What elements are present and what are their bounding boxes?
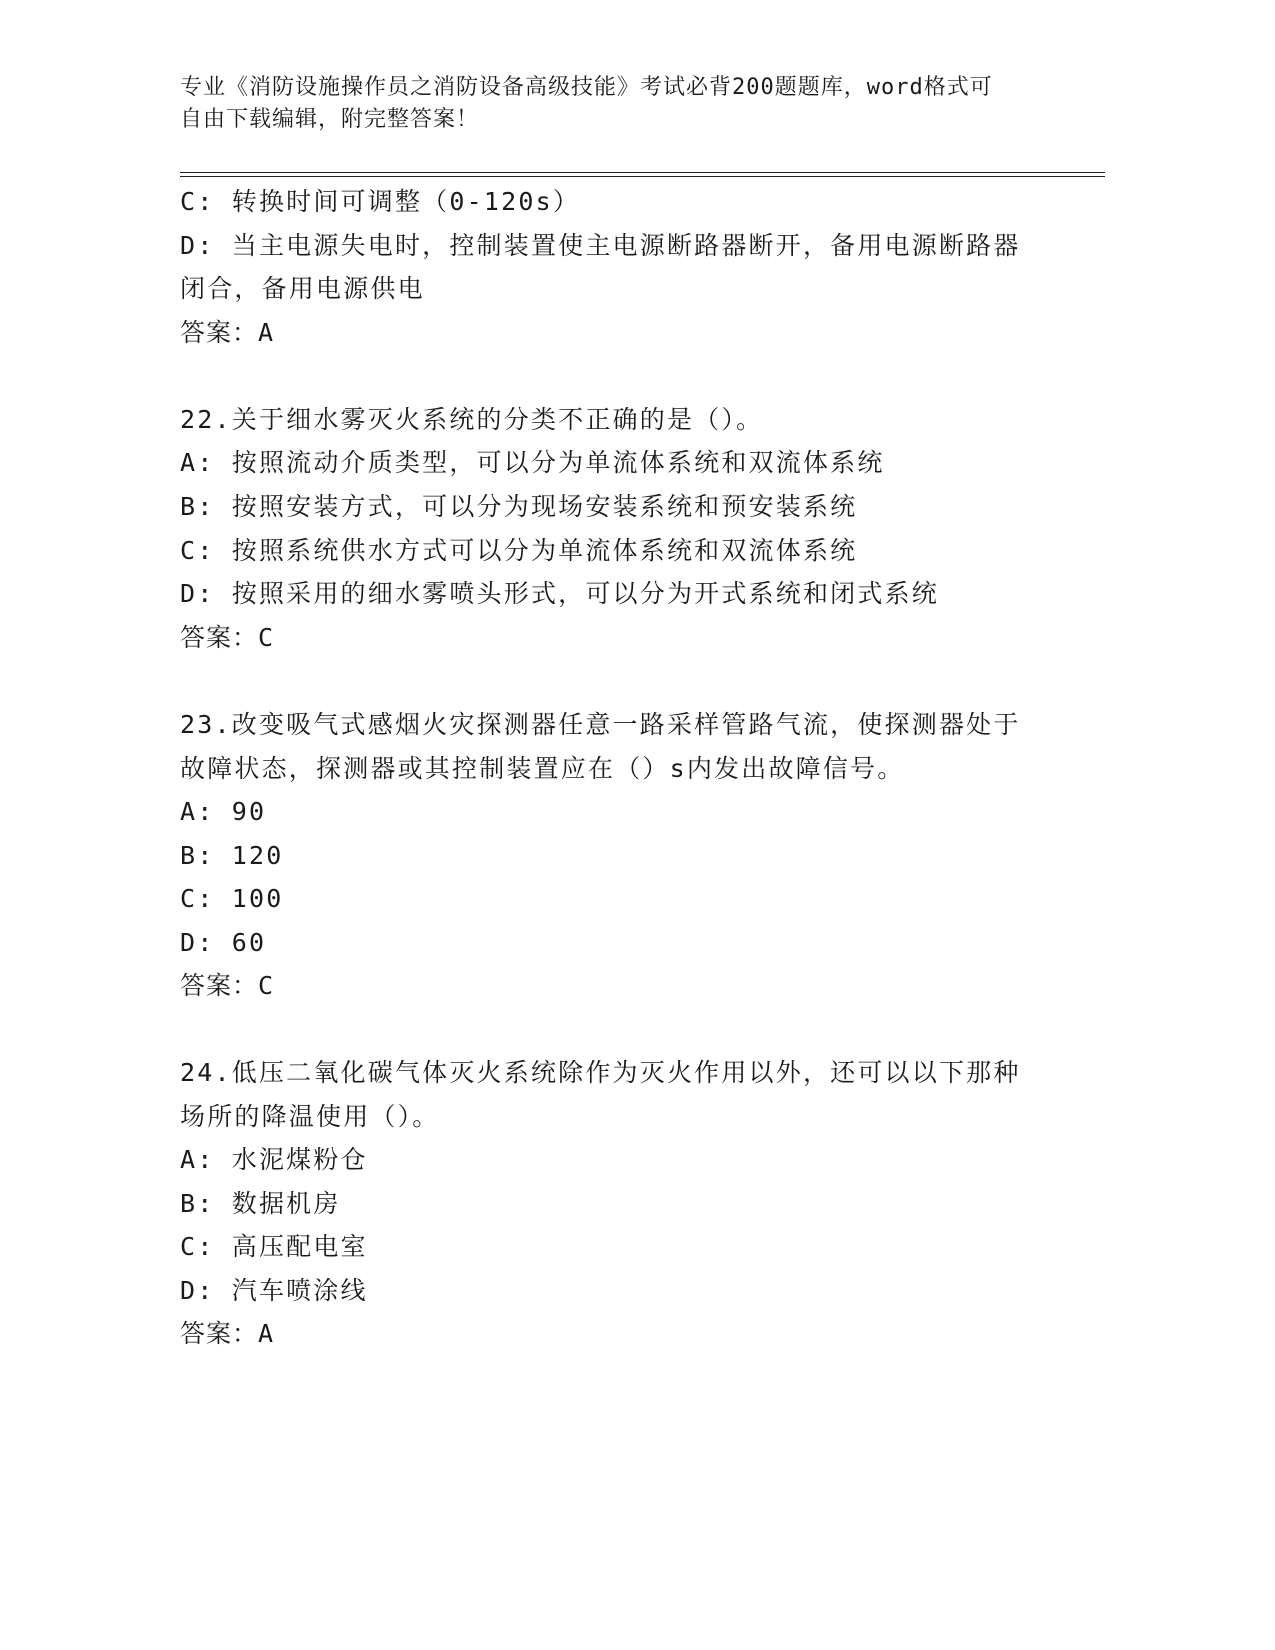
q22-option-b: B: 按照安装方式，可以分为现场安装系统和预安装系统 — [180, 492, 858, 521]
q23-option-d: D: 60 — [180, 928, 267, 957]
header-divider-top — [180, 172, 1105, 173]
q22-option-c: C: 按照系统供水方式可以分为单流体系统和双流体系统 — [180, 536, 858, 565]
document-header — [180, 72, 1040, 136]
header-title-line-2: 自由下载编辑，附完整答案！ — [180, 107, 480, 132]
q23-question-line-2: 故障状态，探测器或其控制装置应在（）s内发出故障信号。 — [180, 754, 905, 783]
q23-question-line-1: 23.改变吸气式感烟火灾探测器任意一路采样管路气流，使探测器处于 — [180, 710, 1021, 739]
q22-answer: 答案：C — [180, 623, 275, 652]
q22-option-a: A: 按照流动介质类型，可以分为单流体系统和双流体系统 — [180, 448, 885, 477]
header-divider-bottom — [180, 176, 1105, 177]
q22-question: 22.关于细水雾灭火系统的分类不正确的是（）。 — [180, 405, 764, 434]
q23-option-c: C: 100 — [180, 884, 284, 913]
q23-answer: 答案：C — [180, 971, 275, 1000]
q23-option-a: A: 90 — [180, 797, 267, 826]
q24-option-b: B: 数据机房 — [180, 1189, 341, 1218]
q24-answer: 答案：A — [180, 1319, 275, 1348]
q22-option-d: D: 按照采用的细水雾喷头形式，可以分为开式系统和闭式系统 — [180, 579, 939, 608]
q21-option-d-line-1: D: 当主电源失电时，控制装置使主电源断路器断开，备用电源断路器 — [180, 231, 1021, 260]
q24-option-c: C: 高压配电室 — [180, 1232, 368, 1261]
q24-option-a: A: 水泥煤粉仓 — [180, 1145, 368, 1174]
q21-answer: 答案：A — [180, 318, 275, 347]
q21-option-d-line-2: 闭合，备用电源供电 — [180, 274, 425, 303]
q21-option-c: C: 转换时间可调整（0-120s） — [180, 187, 581, 216]
q24-option-d: D: 汽车喷涂线 — [180, 1276, 368, 1305]
q24-question-line-1: 24.低压二氧化碳气体灭火系统除作为灭火作用以外，还可以以下那种 — [180, 1058, 1021, 1087]
q24-question-line-2: 场所的降温使用（）。 — [180, 1102, 440, 1131]
header-title-line-1: 专业《消防设施操作员之消防设备高级技能》考试必背200题题库，word格式可 — [180, 75, 993, 100]
q23-option-b: B: 120 — [180, 841, 284, 870]
